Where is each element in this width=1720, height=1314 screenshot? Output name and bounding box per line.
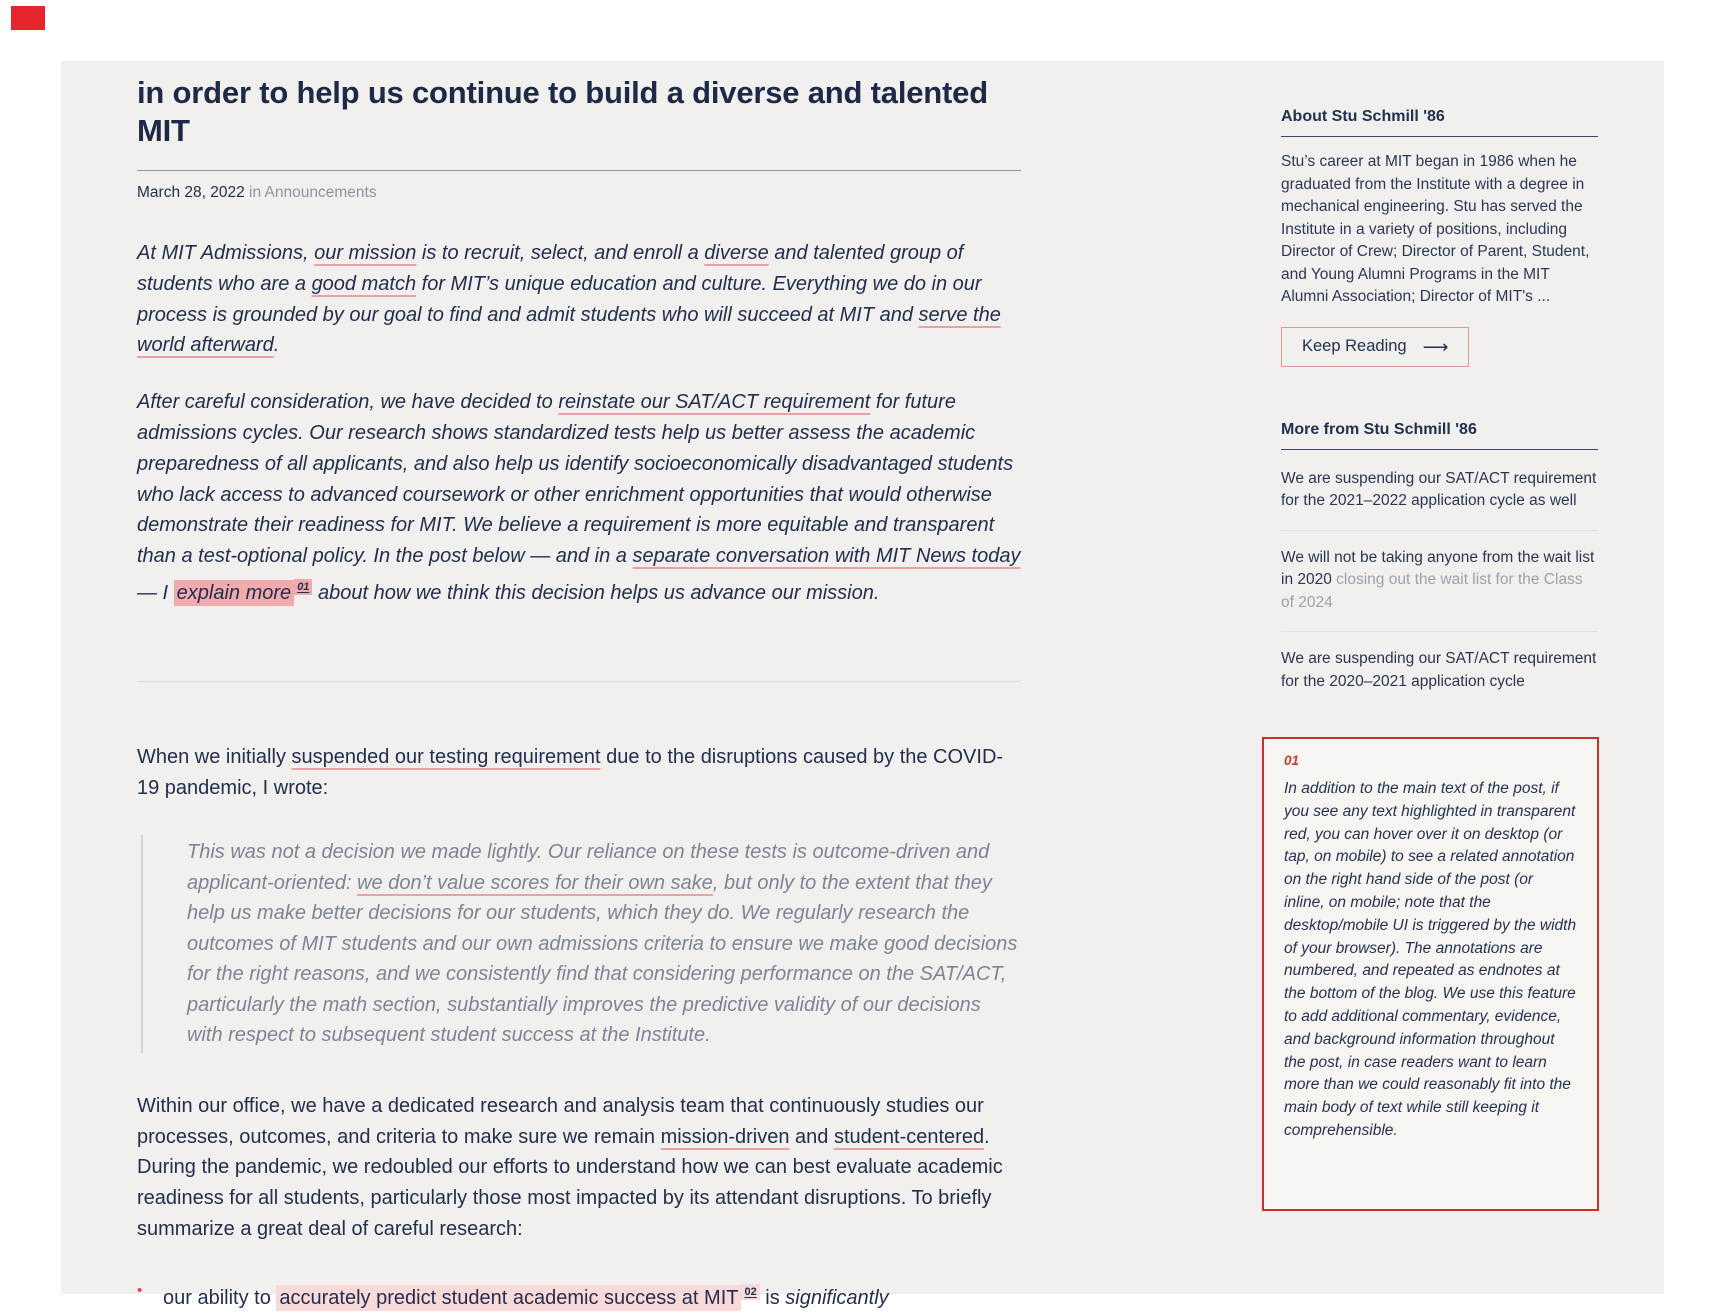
keep-reading-label: Keep Reading — [1302, 336, 1407, 355]
text-segment: After careful consideration, we have decided to — [137, 391, 559, 414]
inline-link[interactable]: student-centered — [833, 1125, 985, 1148]
text-segment: closing out the wait list for the Class of 2024 — [1281, 571, 1583, 611]
text-segment: significantly — [785, 1286, 889, 1309]
body-paragraph-1 — [137, 742, 1021, 804]
text-segment: for MIT’s unique education and culture. Everything we do in our process is grounded by our goal to find and admit students who will succeed at MIT and — [137, 272, 982, 326]
more-posts-list — [1281, 452, 1598, 711]
more-post-link[interactable] — [1281, 452, 1598, 530]
inline-link[interactable]: serve the world afterward — [137, 303, 1001, 357]
bullet-marker: • — [137, 1281, 143, 1299]
text-segment: is — [759, 1286, 786, 1309]
about-author-heading: About Stu Schmill '86 — [1281, 108, 1598, 137]
text-segment: This was not a decision we made lightly. Our reliance on these tests is outcome-driven and applicant-oriented: — [187, 841, 990, 894]
text-segment: We are suspending our SAT/ACT requirement for the 2021–2022 application cycle as well — [1281, 469, 1597, 509]
red-marker — [11, 6, 45, 30]
annotated-text[interactable]: accurately predict student academic success at MIT — [276, 1285, 741, 1311]
post-category[interactable]: in Announcements — [249, 184, 377, 201]
annotation-text: In addition to the main text of the post, if you see any text highlighted in transparent red, you can hover over it on desktop (or tap, on mobile) to see a related annotation on the right hand side of the post (or inline, on mobile; note that the desktop/mobile UI is triggered by the width of your browser). The annotations are numbered, and repeated as endnotes at the bottom of the blog. We use this feature to add additional commentary, evidence, and background information throughout the post, in case readers want to learn more than we could reasonably fit into the main body of text while still keeping it comprehensible. — [1284, 780, 1577, 1139]
post-meta — [137, 184, 1021, 202]
inline-link[interactable]: mission-driven — [660, 1125, 790, 1148]
text-segment: . — [273, 334, 280, 357]
intro-paragraph-1 — [137, 238, 1021, 361]
text-segment: is to recruit, select, and enroll a — [416, 242, 705, 264]
text-segment: We will not be taking anyone from the wait list in 2020 — [1281, 548, 1595, 588]
page-title: in order to help us continue to build a diverse and talented MIT — [137, 74, 1021, 171]
annotation-box — [1262, 737, 1599, 1211]
sidebar — [1281, 108, 1598, 710]
body-paragraph-2 — [137, 1091, 1021, 1245]
more-posts-heading: More from Stu Schmill '86 — [1281, 421, 1598, 450]
inline-link[interactable]: diverse — [704, 242, 769, 264]
text-segment: for future admissions cycles. Our research shows standardized tests help us better assess the academic preparedness of all applicants, and also help us identify socioeconomically disadvantaged students who lack access to advanced coursework or other enrichment opportunities that would otherwise demonstrate their readiness for MIT. We believe a requirement is more equitable and transparent than a test-optional policy. In the post below — and in a — [137, 391, 1014, 568]
text-segment: due to the disruptions caused by the COVID-19 pandemic, I wrote: — [137, 745, 1004, 799]
inline-link[interactable]: our mission — [314, 242, 417, 264]
more-post-link[interactable] — [1281, 530, 1598, 632]
inline-link[interactable]: good match — [311, 272, 417, 295]
text-segment: and talented group of students who are a — [137, 242, 964, 295]
text-segment: Within our office, we have a dedicated research and analysis team that continuously studies our processes, outcomes, and criteria to make sure we remain — [137, 1094, 984, 1148]
more-post-link[interactable] — [1281, 631, 1598, 710]
text-segment: — I — [137, 581, 174, 604]
text-segment: . During the pandemic, we redoubled our efforts to understand how we can best evaluate academic readiness for all students, particularly those most impacted by its attendant disruptions. To briefly summarize a great deal of careful research: — [137, 1125, 1003, 1241]
post-date: March 28, 2022 — [137, 184, 245, 201]
right-arrow-icon: ⟶ — [1422, 337, 1449, 357]
text-segment: our ability to — [163, 1286, 277, 1309]
text-segment: We are suspending our SAT/ACT requirement for the 2020–2021 application cycle — [1281, 650, 1597, 690]
keep-reading-button[interactable] — [1281, 327, 1469, 367]
text-segment: about how we think this decision helps us advance our mission. — [312, 581, 880, 604]
text-segment: and — [789, 1125, 834, 1148]
text-segment: When we initially — [137, 745, 292, 768]
author-bio: Stu’s career at MIT began in 1986 when he graduated from the Institute with a degree in mechanical engineering. Stu has served the Institute in a variety of positions, including Director of Crew; Director of Parent, Student, and Young Alumni Programs in the MIT Alumni Association; Director of MIT's ... — [1281, 153, 1590, 305]
about-author-section — [1281, 108, 1598, 367]
more-posts-section — [1281, 421, 1598, 711]
inline-link[interactable]: separate conversation with MIT News today — [632, 545, 1021, 568]
annotated-text[interactable]: explain more — [174, 580, 295, 606]
inline-link[interactable]: we don’t value scores for their own sake — [357, 871, 713, 894]
text-segment: At MIT Admissions, — [137, 242, 315, 264]
inline-link[interactable]: suspended our testing requirement — [291, 745, 601, 768]
bullet-item — [137, 1277, 1021, 1314]
annotated-text[interactable]: 01 — [294, 579, 312, 595]
text-segment: , but only to the extent that they help us make better decisions for our students, which they do. We regularly research the outcomes of MIT students and our own admissions criteria to ensure we make good decisions for the right reasons, and we consistently find that considering performance on the SAT/ACT, particularly the math section, substantially improves the predictive validity of our decisions with respect to subsequent student success at the Institute. — [187, 871, 1018, 1047]
annotated-text[interactable]: 02 — [741, 1284, 759, 1300]
inline-link[interactable]: reinstate our SAT/ACT requirement — [558, 391, 871, 414]
intro-paragraph-2 — [137, 387, 1021, 609]
blockquote — [141, 835, 1021, 1053]
section-divider — [137, 681, 1021, 682]
article — [137, 74, 1021, 1314]
annotation-number: 01 — [1284, 753, 1300, 768]
bullet-text — [163, 1277, 889, 1314]
